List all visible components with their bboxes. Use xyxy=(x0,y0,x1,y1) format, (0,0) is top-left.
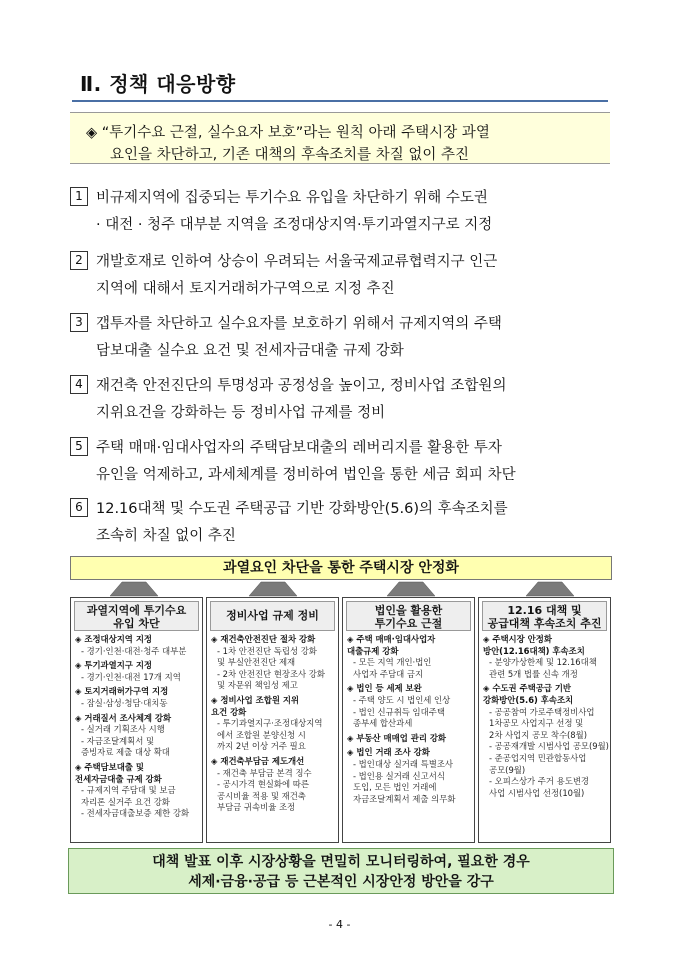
panel-header-line: 투기수요 근절 xyxy=(374,617,443,630)
measure-title: ◈ 주택 매매·임대사업자 xyxy=(347,634,436,644)
item-line-2: 조속히 차질 없이 추진 xyxy=(96,528,236,544)
measure-panel xyxy=(342,597,475,843)
measure-detail: 부담금 귀속비율 조정 xyxy=(217,802,296,813)
measure-detail: - 1차 안전진단 독립성 강화 xyxy=(217,645,317,656)
item-line-2: 지역에 대해서 토지거래허가구역으로 지정 추진 xyxy=(96,281,395,297)
measure-detail: - 공공재개발 시범사업 공모(9월) xyxy=(489,741,609,752)
panel-header-line: 과열지역에 투기수요 xyxy=(86,604,187,617)
title-underline xyxy=(72,100,608,102)
measure-detail: 1차공모 사업지구 선정 및 xyxy=(489,718,584,729)
measure-detail: 도입, 모든 법인 거래에 xyxy=(353,782,437,793)
measure-title: ◈ 주택담보대출 및 xyxy=(75,761,144,772)
measure-detail: - 잠실·삼성·청담·대치동 xyxy=(81,697,168,708)
arrow-icon xyxy=(387,582,435,596)
measure-title: 대출규제 강화 xyxy=(347,645,399,656)
measure-title: ◈ 재건축부담금 제도개선 xyxy=(211,755,305,766)
measure-detail: 사업자 주담대 금지 xyxy=(353,668,424,679)
measure-detail: - 규제지역 주담대 및 보금 xyxy=(81,785,176,796)
panel-header xyxy=(346,601,471,631)
measure-title: 강화방안(5.6) 후속조치 xyxy=(483,694,574,705)
measure-detail: 에서 조합원 분양신청 시 xyxy=(217,729,306,740)
item-number: 4 xyxy=(70,375,88,394)
measure-panel xyxy=(206,597,339,843)
item-line-1: 12.16대책 및 수도권 주택공급 기반 강화방안(5.6)의 후속조치를 xyxy=(96,501,508,517)
panel-body xyxy=(347,634,471,808)
measure-detail: 공모(9월) xyxy=(489,764,526,775)
summary-line-1: ◈ “투기수요 근절, 실수요자 보호”라는 원칙 아래 주택시장 과열 xyxy=(86,125,490,141)
measure-detail: 및 부실안전진단 제재 xyxy=(217,657,296,668)
item-line-1: 재건축 안전진단의 투명성과 공정성을 높이고, 정비사업 조합원의 xyxy=(96,378,507,394)
measure-title: ◈ 법인 등 세제 보완 xyxy=(347,683,422,694)
item-line-1: 주택 매매·임대사업자의 주택담보대출의 레버리지를 활용한 투자 xyxy=(96,440,502,456)
measure-title: ◈ 거래질서 조사체계 강화 xyxy=(75,712,172,723)
measure-detail: - 법인용 실거래 신고서식 xyxy=(353,770,445,781)
panel-header-line: 법인을 활용한 xyxy=(374,604,443,617)
panel-header-line: 공급대책 후속조치 추진 xyxy=(487,617,602,630)
panel-header xyxy=(482,601,607,631)
section-title: Ⅱ. 정책 대응방향 xyxy=(80,72,236,96)
measure-title: ◈ 법인 거래 조사 강화 xyxy=(347,747,430,758)
item-line-2: 유인을 억제하고, 과세체계를 정비하여 법인을 통한 세금 회피 차단 xyxy=(96,467,516,483)
measure-title: ◈ 정비사업 조합원 지위 xyxy=(211,694,299,705)
monitoring-note xyxy=(68,848,614,894)
measure-detail: - 경기·인천·대전·청주 대부분 xyxy=(81,645,187,656)
measure-detail: 공시비율 적용 및 재건축 xyxy=(217,790,306,801)
banner-arrows xyxy=(70,580,612,598)
arrow-icon xyxy=(526,582,574,596)
measure-detail: - 오피스상가 주거 용도변경 xyxy=(489,776,590,787)
panel-body xyxy=(75,634,199,823)
summary-box xyxy=(70,112,610,164)
measure-title: ◈ 조정대상지역 지정 xyxy=(75,634,152,644)
item-number: 2 xyxy=(70,251,88,270)
measure-detail: - 분양가상한제 및 12.16대책 xyxy=(489,657,597,668)
summary-line-2: 요인을 차단하고, 기존 대책의 후속조치를 차질 없이 추진 xyxy=(110,147,470,163)
measure-detail: - 재건축 부담금 본격 징수 xyxy=(217,767,312,778)
measure-detail: - 법인 신규취득 임대주택 xyxy=(353,706,445,717)
measure-title: ◈ 주택시장 안정화 xyxy=(483,634,552,644)
item-number: 6 xyxy=(70,498,88,517)
measure-detail: - 모든 지역 개인·법인 xyxy=(353,657,432,668)
panel-header xyxy=(210,601,335,631)
measure-detail: 관련 5개 법률 신속 개정 xyxy=(489,668,578,679)
page-number: - 4 - xyxy=(328,918,351,931)
measure-detail: 종부세 합산과세 xyxy=(353,718,413,729)
measure-detail: 자금조달계획서 제출 의무화 xyxy=(353,793,456,804)
measure-detail: 및 자문위 책임성 제고 xyxy=(217,680,298,691)
measure-detail: - 공공참여 가로주택정비사업 xyxy=(489,706,595,717)
item-number: 3 xyxy=(70,313,88,332)
measure-title: 전세자금대출 규제 강화 xyxy=(75,773,162,784)
item-line-2: 지위요건을 강화하는 등 정비사업 규제를 정비 xyxy=(96,405,386,421)
measure-title: 방안(12.16대책) 후속조치 xyxy=(483,645,585,656)
measure-detail: 자리론 실거주 요건 강화 xyxy=(81,796,170,807)
measure-title: ◈ 토지거래허가구역 지정 xyxy=(75,686,169,697)
footer-line-1: 대책 발표 이후 시장상황을 면밀히 모니터링하여, 필요한 경우 xyxy=(152,854,530,870)
panel-header-line: 정비사업 규제 정비 xyxy=(226,609,319,622)
measure-detail: 사업 시범사업 선정(10월) xyxy=(489,787,585,798)
measure-detail: 2차 사업지 공모 착수(8월) xyxy=(489,729,587,740)
panel-header xyxy=(74,601,199,631)
measure-title: 요건 강화 xyxy=(211,706,247,717)
item-number: 1 xyxy=(70,187,88,206)
item-line-1: 비규제지역에 집중되는 투기수요 유입을 차단하기 위해 수도권 xyxy=(96,190,488,206)
arrow-icon xyxy=(110,582,158,596)
measure-detail: - 경기·인천·대전 17개 지역 xyxy=(81,671,181,682)
panel-header-line: 유입 차단 xyxy=(113,617,160,630)
measure-panel xyxy=(478,597,611,843)
item-line-2: · 대전 · 청주 대부분 지역을 조정대상지역·투기과열지구로 지정 xyxy=(96,217,493,233)
measure-detail: 까지 2년 이상 거주 필요 xyxy=(217,741,306,752)
item-line-2: 담보대출 실수요 요건 및 전세자금대출 규제 강화 xyxy=(96,343,404,359)
measure-detail: - 공시가격 현실화에 따른 xyxy=(217,779,309,790)
measure-title: ◈ 수도권 주택공급 기반 xyxy=(483,683,571,694)
panel-header-line: 12.16 대책 및 xyxy=(507,604,582,617)
item-line-1: 갭투자를 차단하고 실수요자를 보호하기 위해서 규제지역의 주택 xyxy=(96,316,502,332)
measure-panel xyxy=(70,597,203,843)
measure-detail: 증빙자료 제출 대상 확대 xyxy=(81,747,170,758)
measure-detail: - 자금조달계획서 및 xyxy=(81,735,155,746)
measure-detail: - 법인대상 실거래 특별조사 xyxy=(353,758,454,769)
measure-detail: - 실거래 기획조사 시행 xyxy=(81,724,165,735)
measure-detail: - 준공업지역 민관합동사업 xyxy=(489,752,587,763)
measure-detail: - 전세자금대출보증 제한 강화 xyxy=(81,808,190,819)
panel-body xyxy=(483,634,607,802)
measure-detail: - 투기과열지구·조정대상지역 xyxy=(217,718,323,729)
goal-banner: 과열요인 차단을 통한 주택시장 안정화 xyxy=(70,556,612,580)
measure-detail: - 2차 안전진단 현장조사 강화 xyxy=(217,668,325,679)
panel-body xyxy=(211,634,335,817)
footer-line-2: 세제·금융·공급 등 근본적인 시장안정 방안을 강구 xyxy=(188,874,494,890)
item-number: 5 xyxy=(70,437,88,456)
measure-title: ◈ 재건축안전진단 절차 강화 xyxy=(211,634,316,644)
item-line-1: 개발호재로 인하여 상승이 우려되는 서울국제교류협력지구 인근 xyxy=(96,254,498,270)
measure-title: ◈ 투기과열지구 지정 xyxy=(75,660,152,671)
measure-detail: - 주택 양도 시 법인세 인상 xyxy=(353,694,451,705)
measure-title: ◈ 부동산 매매업 관리 강화 xyxy=(347,732,447,743)
arrow-icon xyxy=(249,582,297,596)
